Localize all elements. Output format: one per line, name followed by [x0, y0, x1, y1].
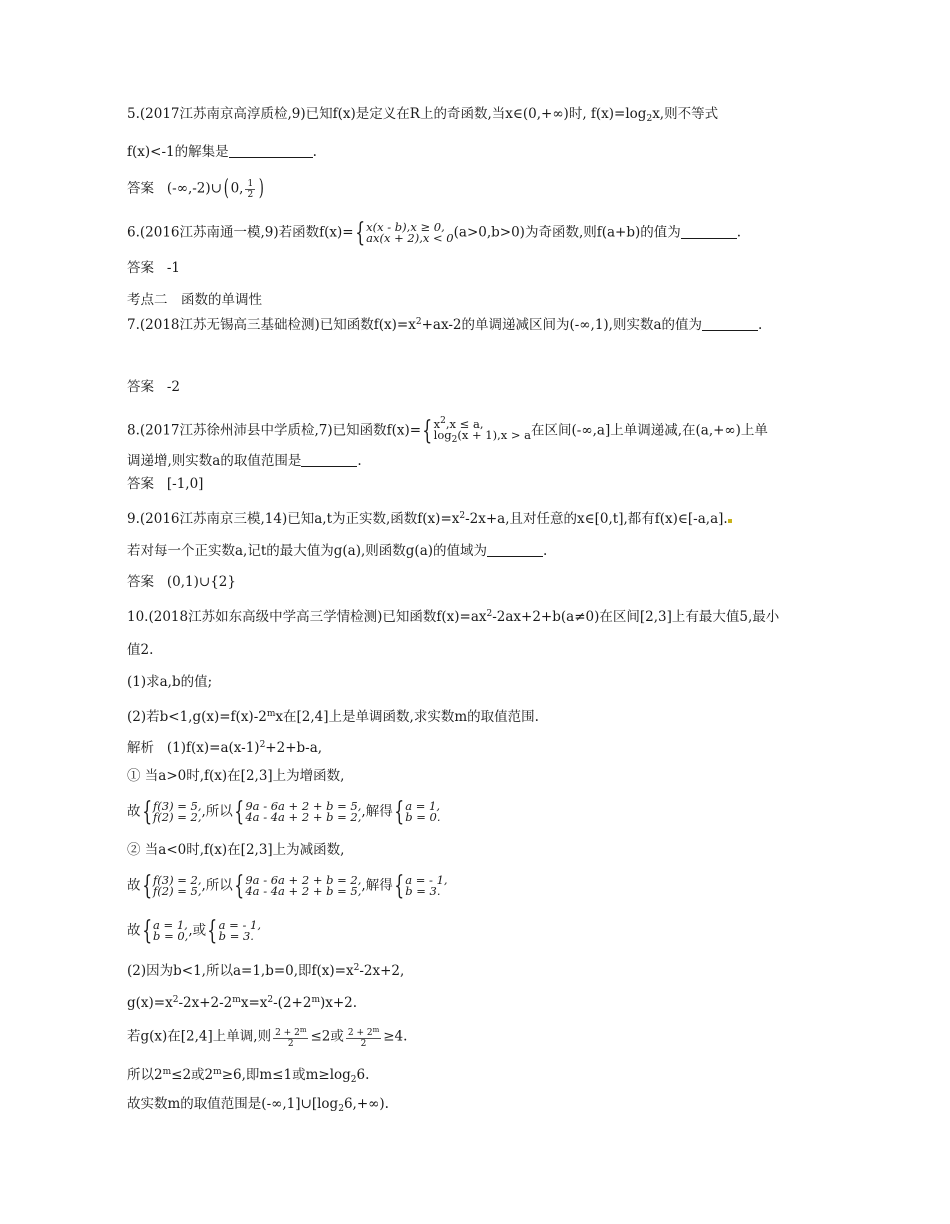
- answer-blank: [301, 454, 357, 467]
- part-2-line-1: (2)因为b<1,所以a=1,b=0,即$f(x)=x^2-2x+2$,: [127, 963, 405, 979]
- problem-8-line-1: 8.(2017江苏徐州沛县中学质检,7)已知函数f(x)= { $x^2,x \le a$, $\log_2(x + 1),x > a$ 在区间(-∞,a]上单调递减,在(a,+∞)上单: [127, 416, 768, 446]
- problem-6-line: 6.(2016江苏南通一模,9)若函数f(x)= { x(x - b),x ≥ 0, ax(x + 2),x < 0 (a>0,b>0)为奇函数,则f(a+b)的值为 .: [127, 218, 742, 248]
- answer-label: 答案: [127, 574, 154, 590]
- problem-9-line-2: 若对每一个正实数a,记t的最大值为g(a),则函数g(a)的值域为 .: [127, 543, 548, 559]
- question-2: (2)若$b<1,g(x)=f(x)-2^mx$在[2,4]上是单调函数,求实数m的取值范围.: [127, 709, 539, 725]
- problem-9-answer: 答案 (0,1)∪{2}: [127, 574, 236, 590]
- system-negative: 故 { f(3) = 2, f(2) = 5, ,所以 { 9a - 6a + 2 + b = 2, 4a - 4a + 2 + b = 5, ,解得 { a = - 1, b = 3.: [127, 871, 448, 901]
- part-2-conclusion: 故实数m的取值范围是$(-\infty,1]\cup[\log_26,+\infty)$.: [127, 1096, 389, 1114]
- answer-blank: [681, 226, 737, 239]
- problem-9-line-1: 9.(2016江苏南京三模,14)已知a,t为正实数,函数$f(x)=x^2-2x+a$,且对任意的x∈[0,t],都有f(x)∈[-a,a].: [127, 508, 732, 527]
- fraction: $\frac{1}{2}$: [247, 178, 254, 200]
- solution-summary: 故 { a = 1, b = 0, ,或 { a = - 1, b = 3.: [127, 916, 261, 946]
- fraction: $\frac{2 + 2^m}{2}$: [347, 1026, 380, 1049]
- problem-5-line-1: 5.(2017江苏南京高淳质检,9)已知f(x)是定义在R上的奇函数,当x∈(0,+∞)时, $f(x)=\log_2x$,则不等式: [127, 106, 719, 124]
- problem-10-line-2: 值2.: [127, 642, 154, 658]
- problem-7-line: 7.(2018江苏无锡高三基础检测)已知函数$f(x)=x^2+ax-2$的单调递减区间为(-∞,1),则实数a的值为 .: [127, 317, 763, 333]
- problem-5-line-2: f(x)<-1的解集是 .: [127, 144, 317, 160]
- part-2-line-3: 若g(x)在[2,4]上单调,则 $\frac{2 + 2^m}{2}$ ≤2或 $\frac{2 + 2^m}{2}$ ≥4.: [127, 1026, 408, 1049]
- problem-5-answer: 答案 (-∞,-2)∪( 0, $\frac{1}{2}$ ): [127, 176, 265, 201]
- answer-label: 答案: [127, 260, 154, 276]
- problem-6-answer: 答案 -1: [127, 260, 181, 276]
- solution-label: 解析: [127, 740, 154, 756]
- question-1: (1)求a,b的值;: [127, 674, 213, 690]
- problem-8-answer: 答案 [-1,0]: [127, 476, 204, 492]
- highlight-mark: [728, 519, 732, 523]
- answer-label: 答案: [127, 379, 154, 395]
- piecewise-definition: { x(x - b),x ≥ 0, ax(x + 2),x < 0: [354, 218, 454, 248]
- problem-10-line-1: 10.(2018江苏如东高级中学高三学情检测)已知函数$f(x)=ax^2-2ax+2+b(a\ne 0)$在区间[2,3]上有最大值5,最小: [127, 609, 780, 625]
- piecewise-definition: { $x^2,x \le a$, $\log_2(x + 1),x > a$: [422, 416, 532, 446]
- answer-label: 答案: [127, 476, 154, 492]
- problem-7-answer: 答案 -2: [127, 379, 181, 395]
- answer-blank: [702, 318, 758, 331]
- part-2-line-2: $g(x)=x^2-2x+2-2^mx=x^2-(2+2^m)x+2$.: [127, 995, 358, 1011]
- problem-8-line-2: 调递增,则实数a的取值范围是 .: [127, 453, 362, 469]
- solution-line-1: 解析 $(1)f(x)=a(x-1)^2+2+b-a$,: [127, 740, 323, 756]
- answer-blank: [229, 145, 313, 158]
- case-negative: ② 当a<0时,f(x)在[2,3]上为减函数,: [127, 842, 345, 858]
- section-heading: 考点二 函数的单调性: [127, 292, 262, 308]
- answer-label: 答案: [127, 180, 154, 197]
- fraction: $\frac{2 + 2^m}{2}$: [275, 1026, 307, 1049]
- system-positive: 故 { f(3) = 5, f(2) = 2, ,所以 { 9a - 6a + 2 + b = 5, 4a - 4a + 2 + b = 2, ,解得 { a = 1, b = 0.: [127, 797, 441, 827]
- case-positive: ① 当a>0时,f(x)在[2,3]上为增函数,: [127, 768, 345, 784]
- answer-blank: [487, 544, 543, 557]
- part-2-line-4: 所以$2^m\le 2$或$2^m\ge 6$,即m≤1或$m\ge\log_26$.: [127, 1067, 370, 1085]
